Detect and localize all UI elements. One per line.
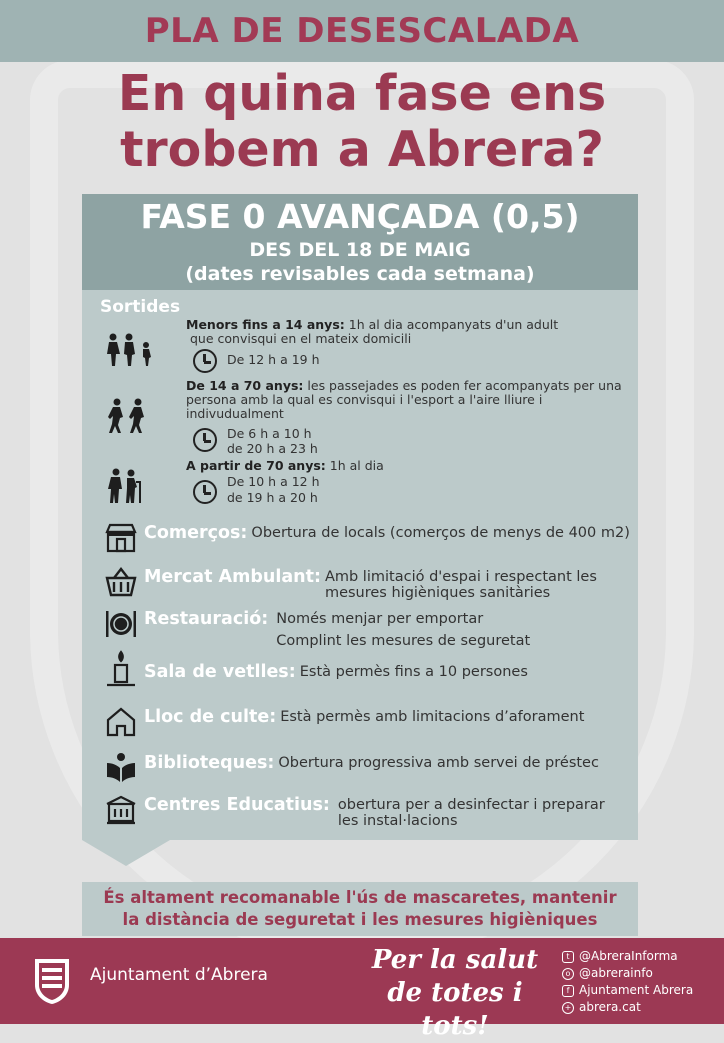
- group-minors-text: [186, 318, 626, 346]
- abrera-coat-of-arms-logo: [32, 956, 72, 1006]
- category-biblioteques: [104, 752, 599, 784]
- group-minors-heading: Menors fins a 14 anys:: [186, 317, 345, 332]
- headline: [0, 66, 724, 178]
- notice-line2: la distància de seguretat i les mesures higièniques: [122, 910, 598, 929]
- category-restauracio-desc: [276, 611, 530, 649]
- category-sala-vetlles: [104, 650, 528, 688]
- category-centres-educatius-desc: [338, 797, 605, 829]
- elderly-couple-icon: [106, 468, 146, 504]
- group-adults-line3: indivudualment: [186, 406, 284, 421]
- category-lloc-culte-label: Lloc de culte:: [144, 707, 277, 727]
- family-walking-icon: [104, 333, 156, 367]
- group-seniors-line1: 1h al dia: [329, 458, 384, 473]
- recommendation-notice: [82, 882, 638, 936]
- category-biblioteques-desc-line1: Obertura progressiva amb servei de préstec: [278, 755, 599, 771]
- group-adults-line2: persona amb la qual es convisqui i l'esport a l'aire lliure i: [186, 392, 543, 407]
- category-biblioteques-desc: [278, 755, 599, 771]
- reading-person-icon: [104, 752, 138, 784]
- category-centres-educatius: [104, 794, 605, 829]
- category-comercos-label: Comerços:: [144, 523, 248, 543]
- group-minors-line2: que convisqui en el mateix domicili: [190, 331, 412, 346]
- plate-cutlery-icon: [104, 608, 138, 640]
- slogan-line2: de totes i tots!: [387, 978, 523, 1041]
- category-lloc-culte: [104, 706, 584, 738]
- two-people-walking-icon: [106, 398, 150, 434]
- category-restauracio-label: Restauració:: [144, 609, 269, 629]
- social-twitter[interactable]: [562, 948, 693, 965]
- social-instagram[interactable]: [562, 965, 693, 982]
- instagram-icon: o: [562, 968, 574, 980]
- category-mercat-label: Mercat Ambulant:: [144, 567, 321, 587]
- category-restauracio-desc-line2: Complint les mesures de seguretat: [276, 633, 531, 649]
- group-seniors-time2: de 19 h a 20 h: [227, 490, 318, 505]
- clock-icon: [193, 428, 217, 452]
- category-comercos-desc: [251, 525, 629, 541]
- group-adults-text: [186, 379, 626, 421]
- panel-arrow: [82, 840, 170, 866]
- basket-icon: [104, 566, 138, 598]
- phase-title: FASE 0 AVANÇADA (0,5): [140, 197, 580, 236]
- category-mercat-desc-line2: mesures higièniques sanitàries: [324, 585, 551, 601]
- facebook-icon: f: [562, 985, 574, 997]
- social-twitter-text: @AbreraInforma: [579, 949, 678, 963]
- category-restauracio-desc-line1: Només menjar per emportar: [276, 611, 484, 627]
- category-centres-educatius-label: Centres Educatius:: [144, 795, 330, 815]
- candle-icon: [104, 650, 138, 688]
- slogan-line1: Per la salut: [371, 945, 539, 975]
- globe-icon: +: [562, 1002, 574, 1014]
- headline-line2: trobem a Abrera?: [120, 121, 604, 178]
- group-adults-time1: De 6 h a 10 h: [227, 426, 312, 441]
- banner-title: PLA DE DESESCALADA: [144, 11, 580, 51]
- group-seniors-time1: De 10 h a 12 h: [227, 474, 320, 489]
- group-seniors-heading: A partir de 70 anys:: [186, 458, 326, 473]
- notice-line1: És altament recomanable l'ús de mascaretes, mantenir: [103, 888, 617, 907]
- house-icon: [104, 706, 138, 738]
- category-sala-vetlles-label: Sala de vetlles:: [144, 662, 296, 682]
- category-centres-educatius-desc-line2: les instal·lacions: [337, 813, 458, 829]
- category-lloc-culte-desc-line1: Està permès amb limitacions d’aforament: [280, 709, 585, 725]
- clock-icon: [193, 349, 217, 373]
- group-seniors-text: [186, 459, 626, 473]
- category-lloc-culte-desc: [280, 709, 584, 725]
- school-building-icon: [104, 794, 138, 826]
- social-instagram-text: @abrerainfo: [579, 966, 653, 980]
- phase-note: (dates revisables cada setmana): [185, 263, 535, 285]
- social-facebook[interactable]: [562, 982, 693, 999]
- social-web[interactable]: [562, 999, 693, 1016]
- category-biblioteques-label: Biblioteques:: [144, 753, 275, 773]
- group-minors-time1: De 12 h a 19 h: [227, 352, 320, 367]
- group-adults-time2: de 20 h a 23 h: [227, 441, 318, 456]
- category-sala-vetlles-desc-line1: Està permès fins a 10 persones: [299, 664, 528, 680]
- social-web-text: abrera.cat: [579, 1000, 641, 1014]
- twitter-icon: t: [562, 951, 574, 963]
- category-restauracio: [104, 608, 530, 649]
- footer-org-name: Ajuntament d’Abrera: [90, 965, 268, 985]
- group-adults-heading: De 14 a 70 anys:: [186, 378, 304, 393]
- category-mercat-desc: [325, 569, 597, 601]
- phase-box: [82, 194, 638, 290]
- category-comercos: [104, 522, 630, 554]
- clock-icon: [193, 480, 217, 504]
- category-comercos-desc-line1: Obertura de locals (comerços de menys de 400 m2): [251, 525, 630, 541]
- category-centres-educatius-desc-line1: obertura per a desinfectar i preparar: [337, 797, 605, 813]
- shop-icon: [104, 522, 138, 554]
- group-minors-line1: 1h al dia acompanyats d'un adult: [348, 317, 559, 332]
- sortides-title: Sortides: [100, 297, 181, 317]
- footer-slogan: [350, 944, 560, 1043]
- category-mercat-desc-line1: Amb limitació d'espai i respectant les: [324, 569, 597, 585]
- category-mercat: [104, 566, 597, 601]
- social-facebook-text: Ajuntament Abrera: [579, 983, 694, 997]
- social-links: [562, 948, 693, 1016]
- top-banner: [0, 0, 724, 62]
- footer: [0, 938, 724, 1041]
- phase-date: DES DEL 18 DE MAIG: [249, 239, 471, 261]
- group-adults-line1: les passejades es poden fer acompanyats per una: [307, 378, 622, 393]
- headline-line1: En quina fase ens: [117, 65, 607, 122]
- category-sala-vetlles-desc: [300, 664, 528, 680]
